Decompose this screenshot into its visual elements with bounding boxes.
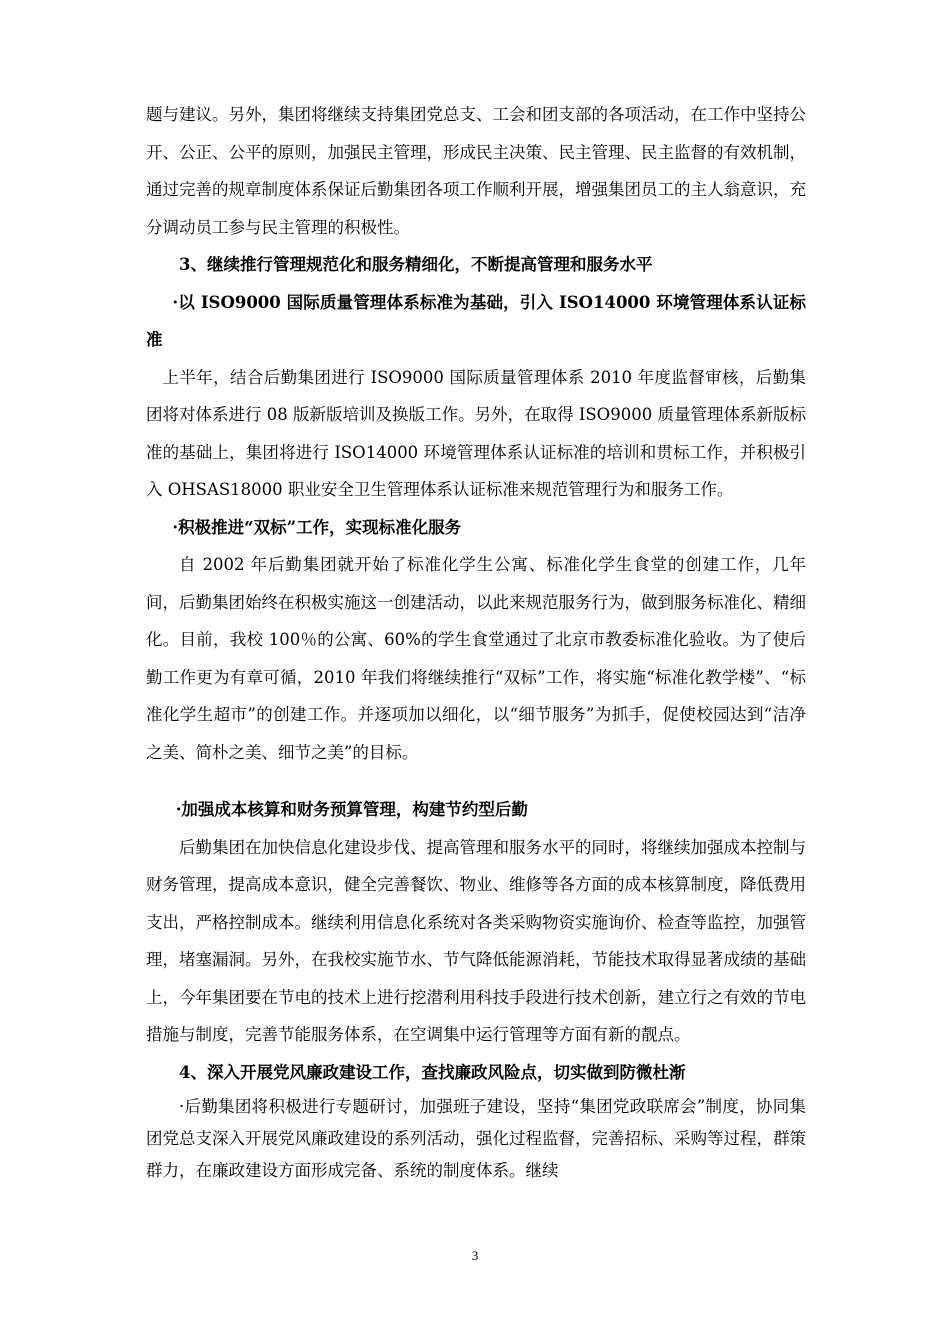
page-number: 3 <box>471 1248 479 1263</box>
subheading-iso: ·以 ISO9000 国际质量管理体系标准为基础，引入 ISO14000 环境管理体系认证标准 <box>146 292 806 349</box>
section-heading-4: 4、深入开展党风廉政建设工作，查找廉政风险点，切实做到防微杜渐 <box>179 1062 686 1082</box>
paragraph-integrity: ·后勤集团将积极进行专题研讨，加强班子建设，坚持“集团党政联席会”制度，协同集团党总支深入开展党风廉政建设的系列活动，强化过程监督，完善招标、采购等过程，群策群力，在廉政建设方面形成完备、系统的制度体系。继续 <box>146 1097 806 1180</box>
document-body <box>146 96 806 1187</box>
section-heading-3: 3、继续推行管理规范化和服务精细化，不断提高管理和服务水平 <box>179 255 653 274</box>
subheading-cost-control: ·加强成本核算和财务预算管理，构建节约型后勤 <box>175 800 528 819</box>
paragraph-iso: 上半年，结合后勤集团进行 ISO9000 国际质量管理体系 2010 年度监督审核，后勤集团将对体系进行 08 版新版培训及换版工作。另外，在取得 ISO9000 质量管理体系新版标准的基础上，集团将进行 ISO14000 环境管理体系认证标准的培训和贯标工作，并积极引入 OHSAS18000 职业安全卫生管理体系认证标准来规范管理行为和服务工作。 <box>146 367 806 499</box>
subheading-dual-standard: ·积极推进“双标”工作，实现标准化服务 <box>172 517 462 537</box>
paragraph-dual-standard: 自 2002 年后勤集团就开始了标准化学生公寓、标准化学生食堂的创建工作，几年间，后勤集团始终在积极实施这一创建活动，以此来规范服务行为，做到服务标准化、精细化。目前，我校 100％的公寓、60%的学生食堂通过了北京市教委标准化验收。为了使后勤工作更为有章可循，2010 年我们将继续推行“双标”工作，将实施“标准化教学楼”、“标准化学生超市”的创建工作。并逐项加以细化，以“细节服务”为抓手，促使校园达到“洁净之美、简朴之美、细节之美”的目标。 <box>146 555 806 762</box>
paragraph-cost-control: 后勤集团在加快信息化建设步伐、提高管理和服务水平的同时，将继续加强成本控制与财务管理，提高成本意识，健全完善餐饮、物业、维修等各方面的成本核算制度，降低费用支出，严格控制成本。继续利用信息化系统对各类采购物资实施询价、检查等监控，加强管理，堵塞漏洞。另外，在我校实施节水、节气降低能源消耗，节能技术取得显著成绩的基础上，今年集团要在节电的技术上进行挖潜利用科技手段进行技术创新，建立行之有效的节电措施与制度，完善节能服务体系，在空调集中运行管理等方面有新的靓点。 <box>146 837 806 1044</box>
blank-line <box>146 771 806 791</box>
paragraph-continued: 题与建议。另外，集团将继续支持集团党总支、工会和团支部的各项活动，在工作中坚持公开、公正、公平的原则，加强民主管理，形成民主决策、民主管理、民主监督的有效机制，通过完善的规章制度体系保证后勤集团各项工作顺利开展，增强集团员工的主人翁意识，充分调动员工参与民主管理的积极性。 <box>146 105 806 237</box>
